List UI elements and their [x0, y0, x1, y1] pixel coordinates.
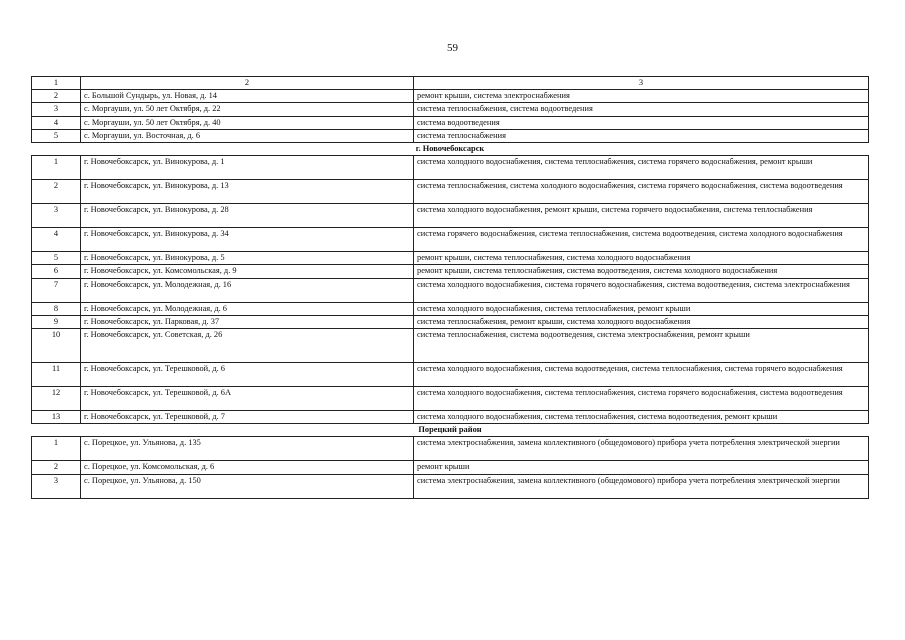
- row-works: система горячего водоснабжения, система теплоснабжения, система водоотведения, система холодного водоснабжения: [414, 228, 869, 252]
- section-heading-row: [32, 143, 869, 156]
- table-row: [32, 204, 869, 228]
- row-works: ремонт крыши, система электроснабжения: [414, 90, 869, 103]
- work-list-table: [31, 76, 869, 499]
- section-heading-row: [32, 424, 869, 437]
- table-row: [32, 387, 869, 411]
- row-works: система холодного водоснабжения, система водоотведения, система теплоснабжения, система горячего водоснабжения: [414, 363, 869, 387]
- table-row: [32, 180, 869, 204]
- row-address: с. Большой Сундырь, ул. Новая, д. 14: [81, 90, 414, 103]
- row-works: система холодного водоснабжения, система горячего водоснабжения, система водоотведения, система электроснабжения: [414, 278, 869, 302]
- row-number: 3: [32, 103, 81, 116]
- row-address: с. Порецкое, ул. Ульянова, д. 150: [81, 474, 414, 498]
- row-works: система электроснабжения, замена коллективного (общедомового) прибора учета потребления электрической энергии: [414, 474, 869, 498]
- row-address: с. Порецкое, ул. Комсомольская, д. 6: [81, 461, 414, 474]
- table-row: [32, 156, 869, 180]
- row-address: г. Новочебоксарск, ул. Терешковой, д. 6А: [81, 387, 414, 411]
- row-number: 5: [32, 129, 81, 142]
- row-number: 11: [32, 363, 81, 387]
- section-heading: г. Новочебоксарск: [32, 143, 869, 156]
- table-row: [32, 474, 869, 498]
- row-address: г. Новочебоксарск, ул. Молодежная, д. 6: [81, 302, 414, 315]
- table-row: [32, 329, 869, 363]
- row-address: г. Новочебоксарск, ул. Советская, д. 26: [81, 329, 414, 363]
- table-row: [32, 103, 869, 116]
- table-body: [32, 77, 869, 499]
- table-row: [32, 315, 869, 328]
- table-row: [32, 228, 869, 252]
- table-row: [32, 252, 869, 265]
- row-works: система теплоснабжения: [414, 129, 869, 142]
- row-works: система теплоснабжения, система холодного водоснабжения, система горячего водоснабжения, система водоотведения: [414, 180, 869, 204]
- row-works: система электроснабжения, замена коллективного (общедомового) прибора учета потребления электрической энергии: [414, 437, 869, 461]
- row-number: 2: [32, 461, 81, 474]
- row-number: 8: [32, 302, 81, 315]
- row-number: 2: [32, 180, 81, 204]
- table-row: [32, 302, 869, 315]
- section-heading: Порецкий район: [32, 424, 869, 437]
- row-number: 10: [32, 329, 81, 363]
- row-address: г. Новочебоксарск, ул. Терешковой, д. 6: [81, 363, 414, 387]
- row-number: 1: [32, 437, 81, 461]
- row-number: 5: [32, 252, 81, 265]
- row-number: 4: [32, 116, 81, 129]
- page-number: 59: [447, 42, 458, 54]
- row-works: система теплоснабжения, система водоотведения, система электроснабжения, ремонт крыши: [414, 329, 869, 363]
- row-number: 6: [32, 265, 81, 278]
- row-works: система теплоснабжения, система водоотведения: [414, 103, 869, 116]
- row-address: г. Новочебоксарск, ул. Винокурова, д. 34: [81, 228, 414, 252]
- row-number: 9: [32, 315, 81, 328]
- column-number-row: [32, 77, 869, 90]
- row-works: система теплоснабжения, ремонт крыши, система холодного водоснабжения: [414, 315, 869, 328]
- row-address: с. Порецкое, ул. Ульянова, д. 135: [81, 437, 414, 461]
- row-address: г. Новочебоксарск, ул. Винокурова, д. 1: [81, 156, 414, 180]
- table-row: [32, 116, 869, 129]
- table-row: [32, 437, 869, 461]
- row-address: г. Новочебоксарск, ул. Комсомольская, д. 9: [81, 265, 414, 278]
- row-number: 2: [32, 90, 81, 103]
- row-works: система холодного водоснабжения, ремонт крыши, система горячего водоснабжения, система теплоснабжения: [414, 204, 869, 228]
- row-works: система холодного водоснабжения, система теплоснабжения, ремонт крыши: [414, 302, 869, 315]
- row-number: 4: [32, 228, 81, 252]
- column-number-1: 1: [32, 77, 81, 90]
- column-number-3: 3: [414, 77, 869, 90]
- column-number-2: 2: [81, 77, 414, 90]
- table-row: [32, 90, 869, 103]
- row-works: ремонт крыши, система теплоснабжения, система холодного водоснабжения: [414, 252, 869, 265]
- row-works: система холодного водоснабжения, система теплоснабжения, система горячего водоснабжения, ремонт крыши: [414, 156, 869, 180]
- row-address: с. Моргауши, ул. 50 лет Октября, д. 22: [81, 103, 414, 116]
- row-number: 3: [32, 204, 81, 228]
- row-number: 7: [32, 278, 81, 302]
- table-row: [32, 411, 869, 424]
- table-row: [32, 278, 869, 302]
- table-row: [32, 363, 869, 387]
- row-address: г. Новочебоксарск, ул. Винокурова, д. 5: [81, 252, 414, 265]
- row-address: г. Новочебоксарск, ул. Терешковой, д. 7: [81, 411, 414, 424]
- table-row: [32, 265, 869, 278]
- row-address: г. Новочебоксарск, ул. Винокурова, д. 13: [81, 180, 414, 204]
- row-works: система холодного водоснабжения, система теплоснабжения, система горячего водоснабжения, система водоотведения: [414, 387, 869, 411]
- row-works: ремонт крыши, система теплоснабжения, система водоотведения, система холодного водоснабжения: [414, 265, 869, 278]
- row-number: 1: [32, 156, 81, 180]
- row-number: 3: [32, 474, 81, 498]
- row-works: система холодного водоснабжения, система теплоснабжения, система водоотведения, ремонт крыши: [414, 411, 869, 424]
- row-works: система водоотведения: [414, 116, 869, 129]
- row-address: с. Моргауши, ул. Восточная, д. 6: [81, 129, 414, 142]
- row-address: г. Новочебоксарск, ул. Парковая, д. 37: [81, 315, 414, 328]
- row-address: г. Новочебоксарск, ул. Винокурова, д. 28: [81, 204, 414, 228]
- row-number: 13: [32, 411, 81, 424]
- table-row: [32, 461, 869, 474]
- row-address: с. Моргауши, ул. 50 лет Октября, д. 40: [81, 116, 414, 129]
- row-works: ремонт крыши: [414, 461, 869, 474]
- table-row: [32, 129, 869, 142]
- row-number: 12: [32, 387, 81, 411]
- row-address: г. Новочебоксарск, ул. Молодежная, д. 16: [81, 278, 414, 302]
